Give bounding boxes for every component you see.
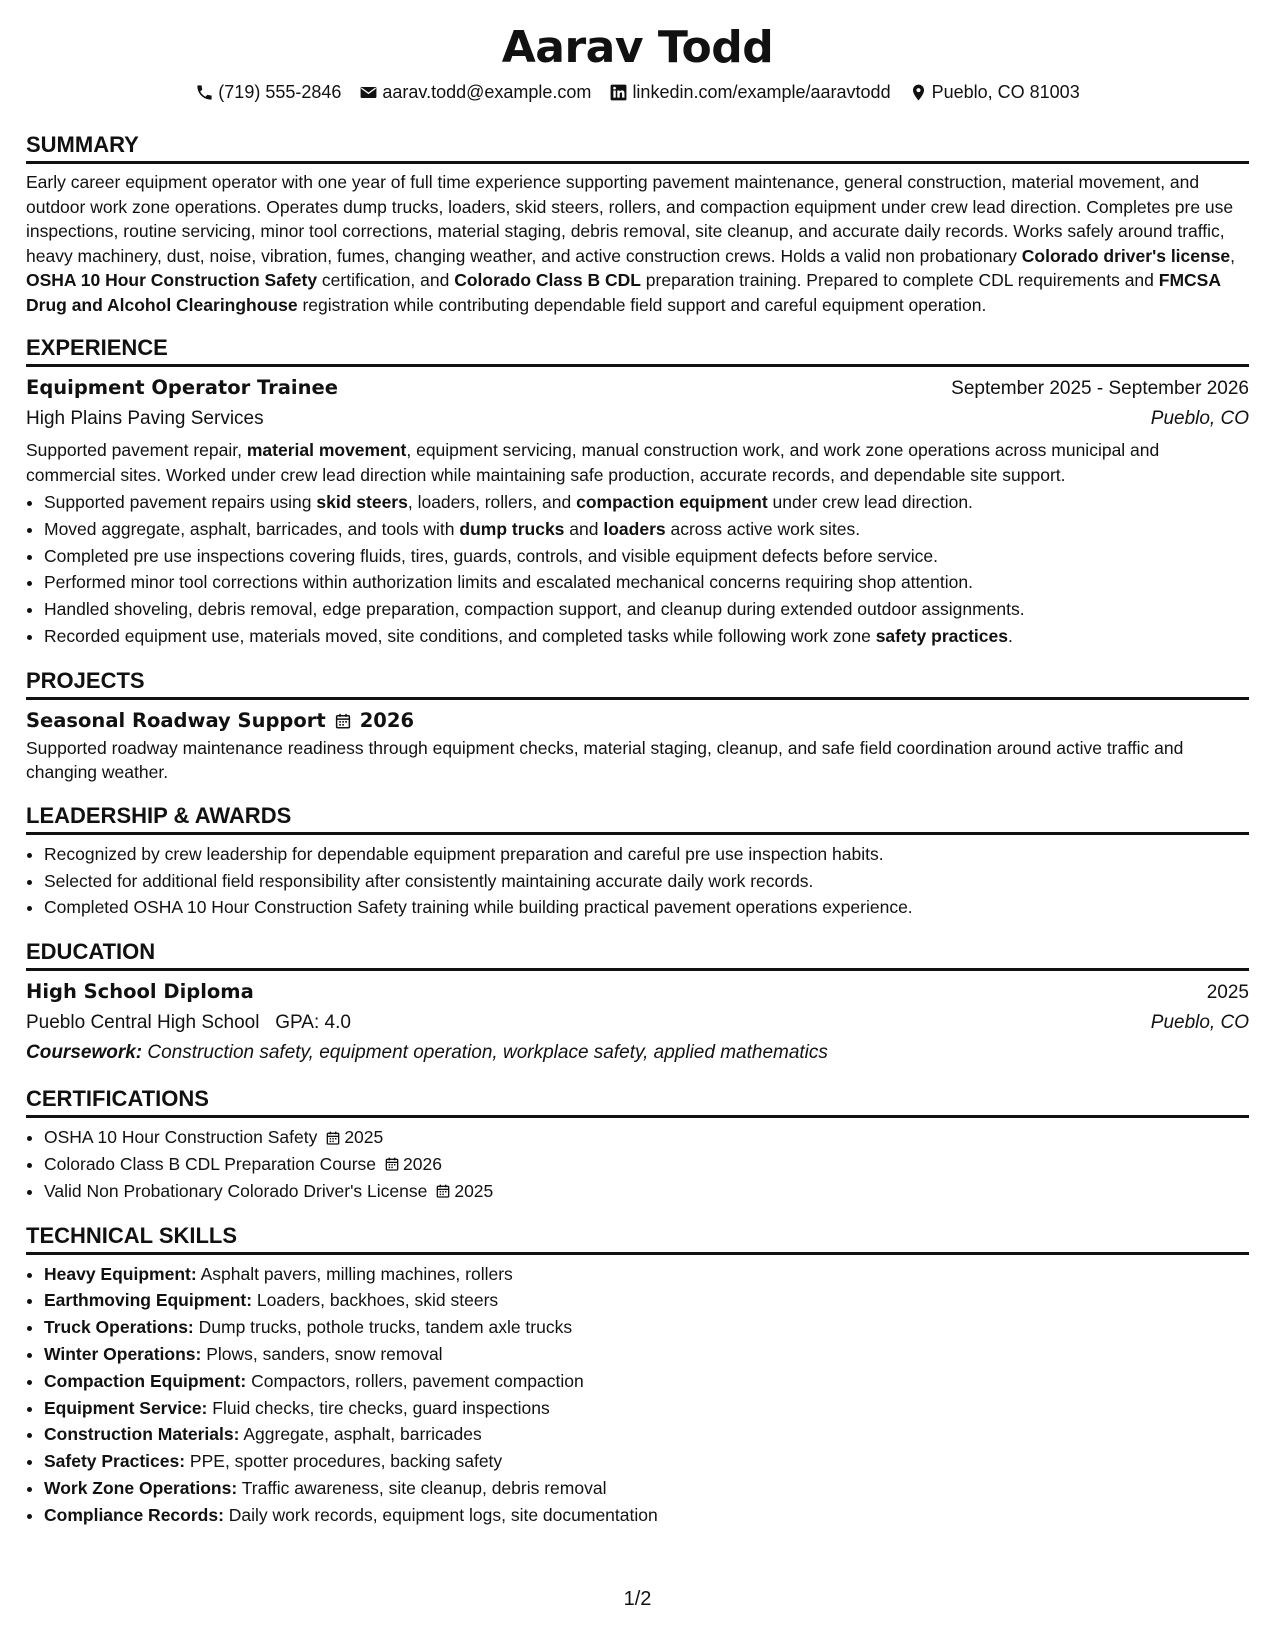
cert-year: 2025 [344, 1127, 384, 1148]
list-item: • Completed OSHA 10 Hour Construction Safety training while building practical pavement operations experience. [44, 894, 1249, 921]
section-title-summary: SUMMARY [26, 132, 1249, 164]
list-item: • Equipment Service: Fluid checks, tire checks, guard inspections [44, 1395, 1249, 1422]
email-text: aarav.todd@example.com [382, 82, 592, 102]
job-dates: September 2025 - September 2026 [951, 378, 1249, 399]
job-subheader [26, 404, 1249, 434]
experience-section [26, 335, 1249, 650]
job-location: Pueblo, CO [1150, 408, 1249, 429]
list-item: • Supported pavement repairs using skid steers, loaders, rollers, and compaction equipment under crew lead direction. [44, 489, 1249, 516]
skills-section [26, 1223, 1249, 1529]
page-number: 1/2 [623, 1588, 652, 1610]
list-item: • Earthmoving Equipment: Loaders, backhoes, skid steers [44, 1287, 1249, 1314]
summary-text: Early career equipment operator with one year of full time experience supporting pavement maintenance, general construction, material movement, and outdoor work zone operations. Operates dump trucks, loaders, skid steers, rollers, and compaction equipment under crew lead direction. Completes pre use inspections, routine servicing, minor tool corrections, material staging, debris removal, site cleanup, and accurate daily records. Works safely around traffic, heavy machinery, dust, noise, vibration, fumes, changing weather, and active construction crews. Holds a valid non probationary Colorado driver's license, OSHA 10 Hour Construction Safety certification, and Colorado Class B CDL preparation training. Prepared to complete CDL requirements and FMCSA Drug and Alcohol Clearinghouse registration while contributing dependable field support and careful equipment operation. [26, 172, 1236, 315]
contact-bar [26, 80, 1249, 104]
location-text: Pueblo, CO 81003 [931, 82, 1080, 102]
school-name: Pueblo Central High School [26, 1012, 260, 1034]
projects-section [26, 668, 1249, 785]
job-intro: Supported pavement repair, material movement, equipment servicing, manual construction work, and work zone operations across municipal and commercial sites. Worked under crew lead direction while maintaining safe production, accurate records, and dependable site support. [26, 440, 1160, 485]
project-year: 2026 [359, 708, 415, 732]
list-item: • Completed pre use inspections covering fluids, tires, guards, controls, and visible equipment defects before service. [44, 543, 1249, 570]
cert-name: • Valid Non Probationary Colorado Driver's License [44, 1180, 428, 1201]
cert-year: 2025 [454, 1180, 494, 1201]
list-item: • Selected for additional field responsibility after consistently maintaining accurate daily work records. [44, 868, 1249, 895]
cert-name: • Colorado Class B CDL Preparation Course [44, 1153, 377, 1174]
list-item: • Compliance Records: Daily work records, equipment logs, site documentation [44, 1502, 1249, 1529]
list-item: • Recognized by crew leadership for dependable equipment preparation and careful pre use inspection habits. [44, 841, 1249, 868]
list-item: • Safety Practices: PPE, spotter procedures, backing safety [44, 1448, 1249, 1475]
skills-list [26, 1261, 1249, 1529]
job-title: Equipment Operator Trainee [26, 376, 338, 399]
list-item [44, 1178, 1249, 1205]
school-info [26, 1008, 351, 1038]
project-name: Seasonal Roadway Support [26, 708, 326, 732]
list-item: • Heavy Equipment: Asphalt pavers, milling machines, rollers [44, 1261, 1249, 1288]
phone-text: (719) 555-2846 [218, 82, 342, 102]
section-title-certifications: CERTIFICATIONS [26, 1086, 1249, 1118]
list-item: • Compaction Equipment: Compactors, rollers, pavement compaction [44, 1368, 1249, 1395]
project-description: Supported roadway maintenance readiness through equipment checks, material staging, cleanup, and safe field coordination around active traffic and changing weather. [26, 737, 1184, 783]
section-title-education: EDUCATION [26, 939, 1249, 971]
phone-icon [195, 83, 214, 102]
contact-linkedin[interactable] [609, 80, 890, 104]
candidate-name: Aarav Todd [501, 22, 774, 73]
map-pin-icon [909, 83, 928, 102]
section-title-skills: TECHNICAL SKILLS [26, 1223, 1249, 1255]
leadership-section [26, 803, 1249, 921]
contact-phone[interactable] [195, 80, 341, 104]
list-item: • Construction Materials: Aggregate, asphalt, barricades [44, 1421, 1249, 1448]
calendar-icon [325, 1130, 341, 1146]
list-item: • Recorded equipment use, materials moved, site conditions, and completed tasks while following work zone safety practices. [44, 623, 1249, 650]
linkedin-text: linkedin.com/example/aaravtodd [632, 82, 891, 102]
degree-name: High School Diploma [26, 980, 254, 1004]
gpa: GPA: 4.0 [275, 1012, 351, 1034]
job-bullets [26, 489, 1249, 650]
calendar-icon [334, 712, 352, 730]
project-header [26, 706, 1249, 736]
section-title-projects: PROJECTS [26, 668, 1249, 700]
coursework-text: Construction safety, equipment operation, workplace safety, applied mathematics [142, 1042, 828, 1064]
section-title-experience: EXPERIENCE [26, 335, 1249, 367]
list-item: • Handled shoveling, debris removal, edge preparation, compaction support, and cleanup during extended outdoor assignments. [44, 596, 1249, 623]
graduation-year: 2025 [1206, 982, 1249, 1004]
summary-section [26, 132, 1249, 317]
school-location: Pueblo, CO [1150, 1012, 1249, 1034]
cert-name: • OSHA 10 Hour Construction Safety [44, 1127, 318, 1148]
calendar-icon [384, 1156, 400, 1172]
contact-email[interactable] [359, 80, 591, 104]
certification-list [26, 1124, 1249, 1204]
coursework [26, 1038, 1249, 1068]
contact-location [909, 80, 1080, 104]
certifications-section [26, 1086, 1249, 1204]
education-subheader [26, 1008, 1249, 1038]
coursework-label: Coursework: [26, 1042, 143, 1064]
job-header [26, 373, 1249, 404]
education-section [26, 939, 1249, 1068]
calendar-icon [435, 1183, 451, 1199]
list-item: • Winter Operations: Plows, sanders, snow removal [44, 1341, 1249, 1368]
envelope-icon [359, 83, 378, 102]
list-item: • Moved aggregate, asphalt, barricades, and tools with dump trucks and loaders across active work sites. [44, 516, 1249, 543]
list-item [44, 1124, 1249, 1151]
list-item: • Work Zone Operations: Traffic awareness, site cleanup, debris removal [44, 1475, 1249, 1502]
cert-year: 2026 [403, 1153, 442, 1174]
leadership-list [26, 841, 1249, 921]
section-title-leadership: LEADERSHIP & AWARDS [26, 803, 1249, 835]
education-header [26, 977, 1249, 1008]
company-name: High Plains Paving Services [26, 408, 264, 429]
list-item: • Truck Operations: Dump trucks, pothole trucks, tandem axle trucks [44, 1314, 1249, 1341]
list-item: • Performed minor tool corrections within authorization limits and escalated mechanical concerns requiring shop attention. [44, 569, 1249, 596]
list-item [44, 1151, 1249, 1178]
linkedin-icon [609, 83, 628, 102]
